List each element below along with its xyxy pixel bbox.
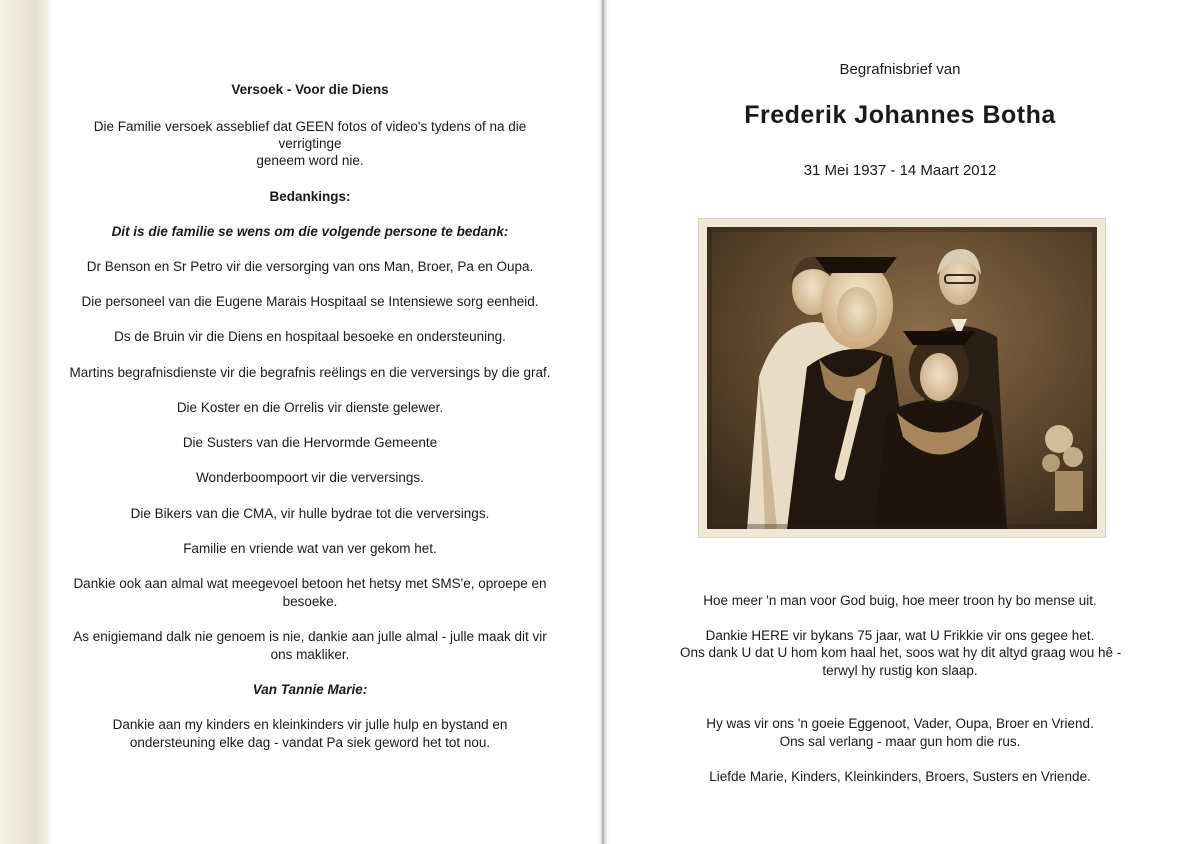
thanks-item: Dr Benson en Sr Petro vir die versorging van ons Man, Broer, Pa en Oupa. bbox=[86, 259, 534, 274]
tribute-line-2: Ons dank U dat U hom kom haal het, soos wat hy dit altyd graag wou hê - bbox=[680, 645, 1122, 660]
tribute-line-5: Ons sal verlang - maar gun hom die rus. bbox=[779, 734, 1021, 749]
thanks-intro: Dit is die familie se wens om die volgende persone te bedank: bbox=[111, 224, 509, 239]
tribute-line-4: Hy was vir ons 'n goeie Eggenoot, Vader, Oupa, Broer en Vriend. bbox=[706, 716, 1094, 731]
paper-edge bbox=[0, 0, 52, 844]
thanks-item: Die Susters van die Hervormde Gemeente bbox=[182, 435, 438, 450]
request-text-line-2: verrigtinge bbox=[278, 136, 342, 151]
quote-line: Hoe meer 'n man voor God buig, hoe meer troon hy bo mense uit. bbox=[703, 593, 1097, 608]
brochure-subtitle: Begrafnisbrief van bbox=[839, 61, 961, 78]
family-photo-image bbox=[707, 227, 1097, 529]
thanks-item-line-1: Dankie ook aan almal wat meegevoel betoon het hetsy met SMS'e, oproepe en bbox=[73, 576, 547, 591]
thanks-item-line-2: ons makliker. bbox=[270, 647, 350, 662]
thanks-item: Die Koster en die Orrelis vir dienste gelewer. bbox=[176, 400, 444, 415]
thanks-item: Wonderboompoort vir die verversings. bbox=[196, 470, 424, 485]
thanks-item-line-1: As enigiemand dalk nie genoem is nie, dankie aan julle almal - julle maak dit vir bbox=[73, 629, 547, 644]
thanks-item: Ds de Bruin vir die Diens en hospitaal besoeke en ondersteuning. bbox=[114, 329, 506, 344]
thanks-item: Familie en vriende wat van ver gekom het. bbox=[183, 541, 437, 556]
family-photo-frame bbox=[698, 218, 1106, 538]
request-text-line-3: geneem word nie. bbox=[256, 153, 364, 168]
request-heading: Versoek - Voor die Diens bbox=[231, 82, 389, 97]
thanks-item: Martins begrafnisdienste vir die begrafnis reëlings en die verversings by die graf. bbox=[69, 365, 551, 380]
marie-text-line-1: Dankie aan my kinders en kleinkinders vir julle hulp en bystand en bbox=[112, 717, 508, 732]
thanks-item: Die personeel van die Eugene Marais Hospitaal se Intensiewe sorg eenheid. bbox=[81, 294, 539, 309]
request-text-line-1: Die Familie versoek asseblief dat GEEN fotos of video's tydens of na die bbox=[93, 119, 527, 134]
thanks-heading: Bedankings: bbox=[269, 189, 351, 204]
tribute-line-1: Dankie HERE vir bykans 75 jaar, wat U Frikkie vir ons gegee het. bbox=[705, 628, 1095, 643]
marie-heading: Van Tannie Marie: bbox=[252, 682, 368, 697]
thanks-item-line-2: besoeke. bbox=[282, 594, 338, 609]
marie-text-line-2: ondersteuning elke dag - vandat Pa siek geword het tot nou. bbox=[129, 735, 491, 750]
thanks-item: Die Bikers van die CMA, vir hulle bydrae tot die verversings. bbox=[130, 506, 490, 521]
tribute-line-3: terwyl hy rustig kon slaap. bbox=[822, 663, 978, 678]
left-page bbox=[60, 0, 560, 844]
signature-line: Liefde Marie, Kinders, Kleinkinders, Broers, Susters en Vriende. bbox=[709, 769, 1091, 784]
page-fold bbox=[596, 0, 610, 844]
life-dates: 31 Mei 1937 - 14 Maart 2012 bbox=[803, 162, 997, 179]
deceased-name: Frederik Johannes Botha bbox=[744, 101, 1056, 129]
family-photo bbox=[707, 227, 1097, 529]
